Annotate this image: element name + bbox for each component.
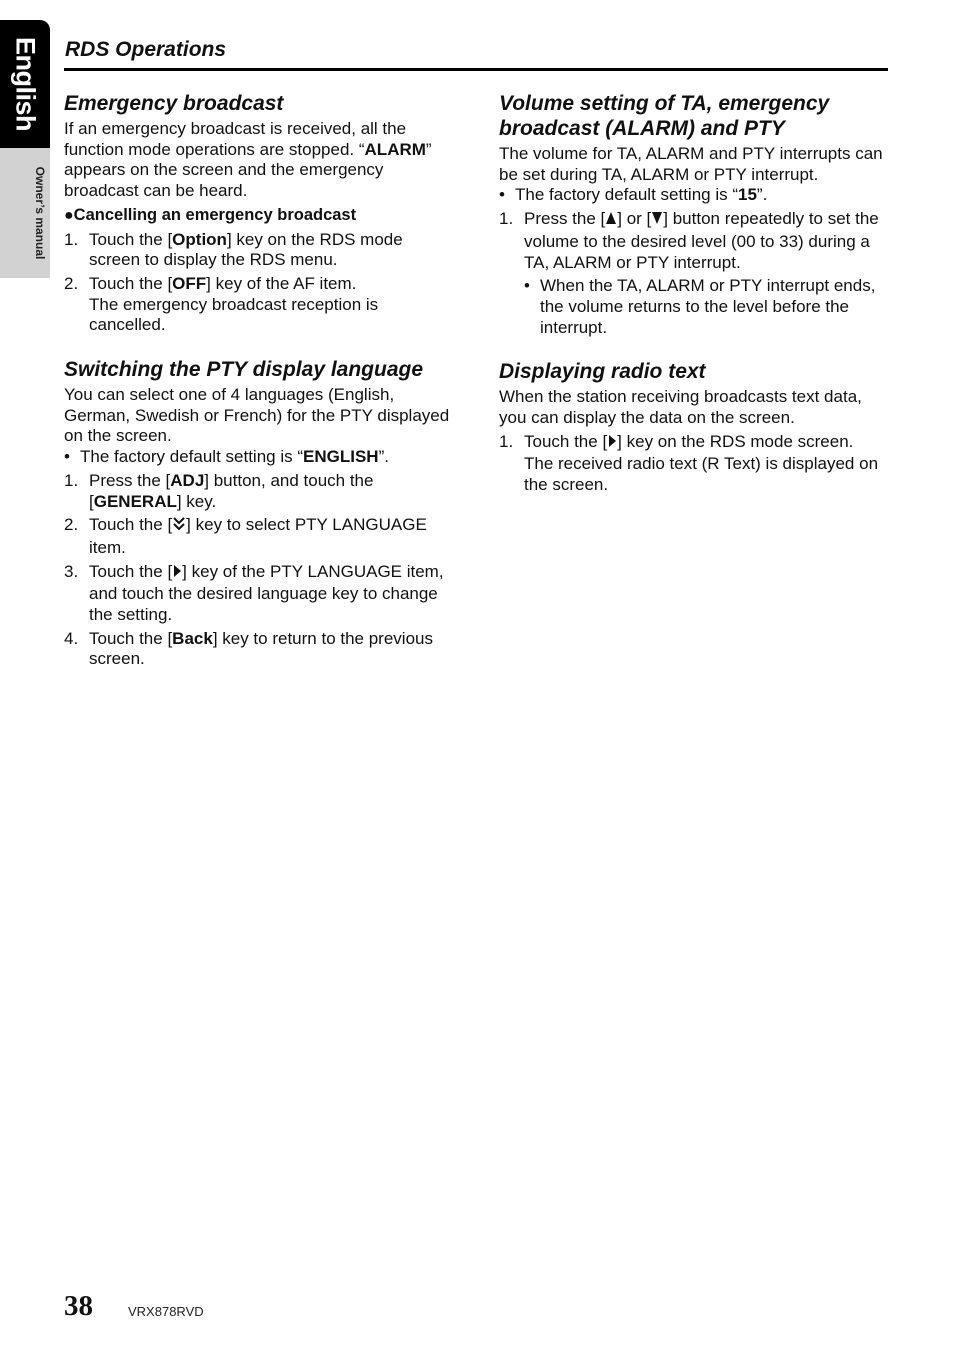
right-triangle-icon — [607, 433, 617, 455]
volume-default: • The factory default setting is “15”. — [499, 185, 768, 205]
emergency-step-1: 1. Touch the [Option] key on the RDS mode screen to display the RDS menu. — [64, 229, 403, 270]
up-triangle-icon — [605, 210, 617, 232]
radio-text-intro: When the station receiving broadcasts text data, you can display the data on the screen. — [499, 387, 862, 428]
volume-intro: The volume for TA, ALARM and PTY interrupts can be set during TA, ALARM or PTY interrupt. — [499, 144, 883, 184]
pty-step-3: 3. Touch the [ ] key of the PTY LANGUAGE item, and touch the desired language key to change the setting. — [64, 561, 444, 625]
emergency-intro: If an emergency broadcast is received, all the function mode operations are stopped. “ALARM” appears on the screen and the emergency broadcast can be heard. — [64, 119, 432, 201]
emergency-heading: Emergency broadcast — [64, 92, 284, 115]
pty-language-heading: Switching the PTY display language — [64, 358, 424, 382]
filled-circle-icon: ● — [64, 206, 74, 224]
pty-language-intro: You can select one of 4 languages (English, German, Swedish or French) for the PTY displayed on the screen. — [64, 385, 450, 446]
volume-note: • When the TA, ALARM or PTY interrupt ends, the volume returns to the level before the interrupt. — [524, 276, 876, 337]
right-triangle-icon — [172, 563, 182, 585]
volume-heading: Volume setting of TA, emergency broadcast (ALARM) and PTY — [499, 92, 830, 140]
language-tab-label: English — [10, 36, 41, 132]
emergency-step-2: 2. Touch the [OFF] key of the AF item. The emergency broadcast reception is cancelled. — [64, 273, 379, 335]
right-column — [499, 91, 891, 496]
section-title: RDS Operations — [65, 38, 227, 61]
pty-step-2: 2. Touch the [ ] key to select PTY LANGUAGE item. — [64, 515, 427, 557]
volume-step-1: 1. Press the [ ] or [ ] button repeatedly to set the volume to the desired level (00 to 33) during a TA, ALARM or PTY interrupt. • When the TA, ALARM or PTY interrupt ends, the volume returns to the level before the interrupt. — [499, 209, 891, 338]
header-rule — [64, 68, 888, 71]
left-column — [64, 91, 456, 670]
radio-text-heading: Displaying radio text — [499, 360, 706, 384]
pty-step-1: 1. Press the [ADJ] button, and touch the [GENERAL] key. — [64, 470, 374, 511]
radio-text-step-1: 1. Touch the [ ] key on the RDS mode screen. The received radio text (R Text) is displayed on the screen. — [499, 431, 879, 495]
model-number: VRX878RVD — [128, 1304, 204, 1319]
double-chevron-down-icon — [172, 516, 186, 538]
page-number: 38 — [64, 1290, 93, 1322]
down-triangle-icon — [651, 210, 663, 232]
manual-tab-label: Owner’s manual — [33, 166, 47, 260]
pty-step-4: 4. Touch the [Back] key to return to the previous screen. — [64, 628, 433, 669]
pty-language-default: • The factory default setting is “ENGLISH”. — [64, 447, 389, 467]
cancel-heading: ●Cancelling an emergency broadcast — [64, 205, 357, 224]
